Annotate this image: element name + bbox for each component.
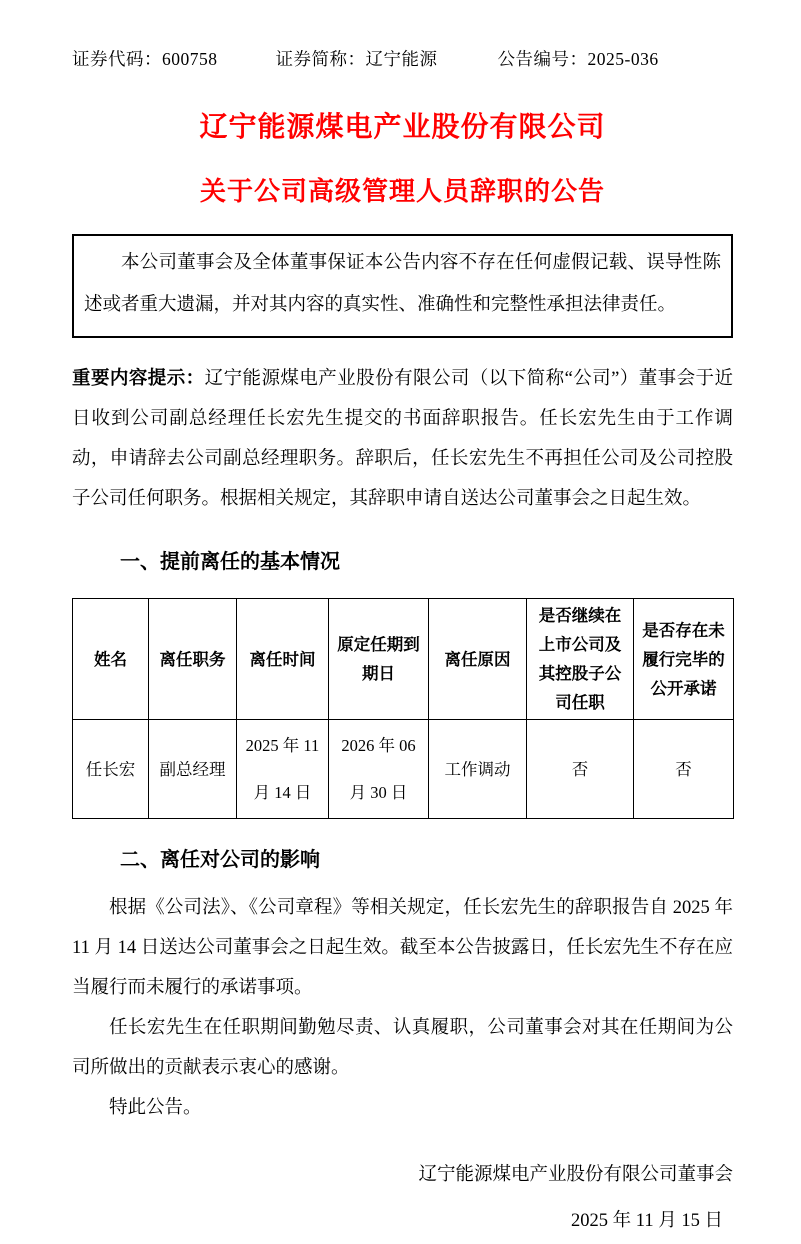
signature-company: 辽宁能源煤电产业股份有限公司董事会	[418, 1165, 733, 1185]
effect-paragraph: 根据《公司法》、《公司章程》等相关规定，任长宏先生的辞职报告自 2025 年 11 月 14 日送达公司董事会之日起生效。截至本公告披露日，任长宏先生不存在应当履行而未履行的承诺事项。	[72, 898, 733, 998]
col-header-name: 姓名	[73, 599, 149, 720]
announcement-number: 公告编号：2025-036	[497, 49, 659, 69]
col-header-position: 离任职务	[149, 599, 237, 720]
col-header-reason: 离任原因	[429, 599, 527, 720]
cell-continue-serving: 否	[527, 720, 634, 819]
cell-reason: 工作调动	[429, 720, 527, 819]
disclaimer-box	[72, 234, 733, 338]
table-header-row	[73, 599, 734, 720]
stock-short-name: 证券简称：辽宁能源	[275, 49, 438, 69]
cell-open-commitments: 否	[634, 720, 734, 819]
thanks-paragraph: 任长宏先生在任职期间勤勉尽责、认真履职，公司董事会对其在任期间为公司所做出的贡献表示衷心的感谢。	[72, 1018, 733, 1078]
disclaimer-text: 本公司董事会及全体董事保证本公告内容不存在任何虚假记载、误导性陈述或者重大遗漏，并对其内容的真实性、准确性和完整性承担法律责任。	[84, 253, 721, 315]
announcement-title: 关于公司高级管理人员辞职的公告	[199, 176, 605, 206]
company-name-title: 辽宁能源煤电产业股份有限公司	[199, 111, 606, 142]
important-note-label: 重要内容提示：	[72, 367, 205, 388]
col-header-continue-serving: 是否继续在上市公司及其控股子公司任职	[527, 599, 634, 720]
section2-heading: 二、离任对公司的影响	[120, 849, 320, 871]
table-row	[73, 720, 734, 819]
cell-original-term-end: 2026 年 06 月 30 日	[329, 720, 429, 819]
signature-date: 2025 年 11 月 15 日	[571, 1211, 723, 1231]
section1-heading: 一、提前离任的基本情况	[120, 551, 340, 573]
cell-departure-time: 2025 年 11 月 14 日	[237, 720, 329, 819]
cell-name: 任长宏	[73, 720, 149, 819]
stock-code: 证券代码：600758	[72, 49, 218, 69]
important-note-text: 辽宁能源煤电产业股份有限公司（以下简称“公司”）董事会于近日收到公司副总经理任长宏先生提交的书面辞职报告。任长宏先生由于工作调动，申请辞去公司副总经理职务。辞职后，任长宏先生不再担任公司及公司控股子公司任何职务。根据相关规定，其辞职申请自送达公司董事会之日起生效。	[72, 369, 733, 509]
securities-info-line	[72, 46, 733, 71]
closing-statement: 特此公告。	[109, 1098, 202, 1118]
col-header-departure-time: 离任时间	[237, 599, 329, 720]
important-note-paragraph	[72, 358, 733, 519]
cell-position: 副总经理	[149, 720, 237, 819]
departure-info-table	[72, 598, 734, 819]
signature-block	[72, 1152, 733, 1244]
col-header-open-commitments: 是否存在未履行完毕的公开承诺	[634, 599, 734, 720]
col-header-original-term-end: 原定任期到期日	[329, 599, 429, 720]
